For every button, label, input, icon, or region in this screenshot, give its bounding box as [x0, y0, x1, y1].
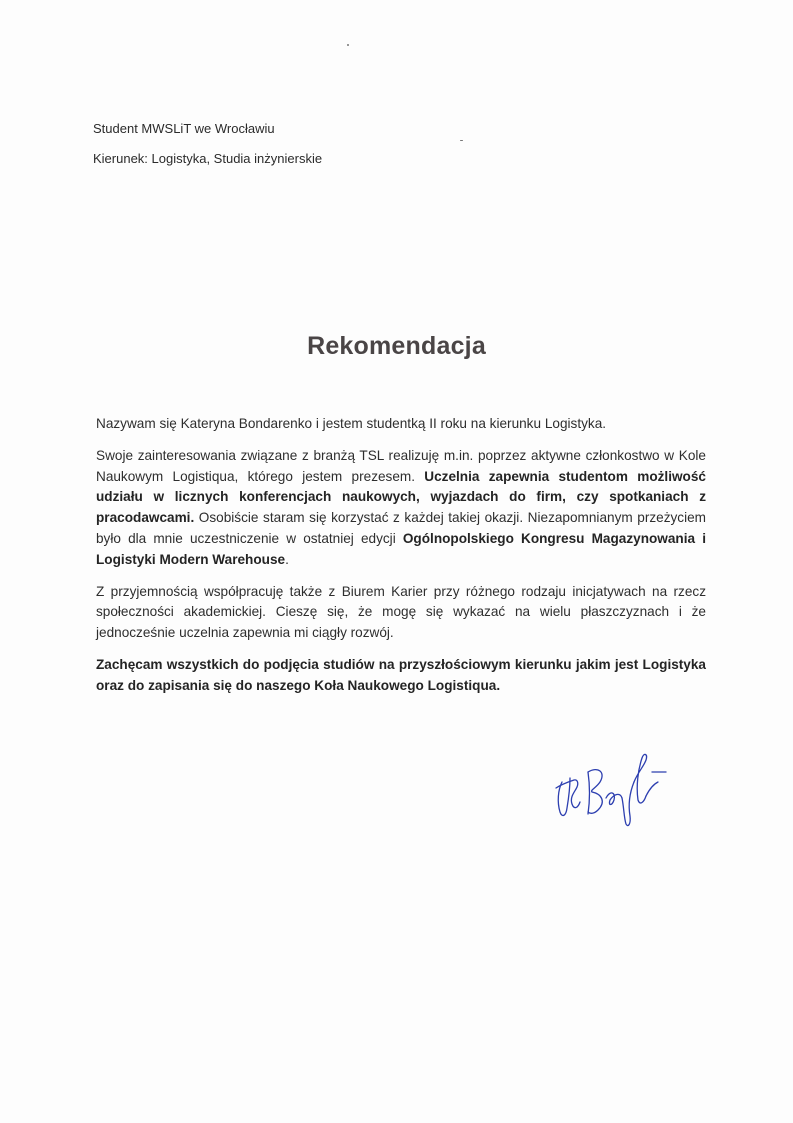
- paragraph-interests-bold-a: Uczelnia zapewnia studentom możliwość udziału w licznych konferencjach naukowych, wyjazdach do firm, czy spotkaniach z pracodawcami.: [96, 468, 706, 526]
- scan-speck: [460, 140, 463, 141]
- paragraph-encouragement-text: Zachęcam wszystkich do podjęcia studiów na przyszłościowym kierunku jakim jest Logistyka oraz do zapisania się do naszego Koła Naukowego Logistiqua.: [96, 656, 706, 693]
- paragraph-career-office: Z przyjemnością współpracuję także z Biurem Karier przy różnego rodzaju inicjatywach na rzecz społeczności akademickiej. Cieszę się, że mogę się wykazać na wielu płaszczyznach i że jednocześnie uczelnia zapewnia mi ciągły rozwój.: [96, 583, 706, 641]
- document-body: [96, 414, 706, 708]
- header-student-line: Student MWSLiT we Wrocławiu: [93, 121, 275, 136]
- handwritten-signature: [548, 742, 678, 832]
- scan-speck: [347, 44, 349, 46]
- paragraph-interests-end: .: [285, 551, 289, 567]
- header-field-line: Kierunek: Logistyka, Studia inżynierskie: [93, 151, 323, 166]
- paragraph-intro: Nazywam się Kateryna Bondarenko i jestem studentką II roku na kierunku Logistyka.: [96, 416, 607, 431]
- paragraph-interests-text-a: Swoje zainteresowania związane z branżą TSL realizuję m.in. poprzez aktywne członkostwo w Kole Naukowym Logistiqua, którego jestem prezesem.: [96, 447, 706, 484]
- paragraph-interests-text-b: Osobiście staram się korzystać z każdej takiej okazji. Niezapomnianym przeżyciem było dla mnie uczestniczenie w ostatniej edycji: [96, 510, 706, 546]
- document-title: Rekomendacja: [307, 332, 486, 360]
- paragraph-interests: [96, 446, 706, 571]
- paragraph-interests-bold-b: Ogólnopolskiego Kongresu Magazynowania i Logistyki Modern Warehouse: [96, 530, 706, 567]
- paragraph-encouragement: [96, 655, 706, 697]
